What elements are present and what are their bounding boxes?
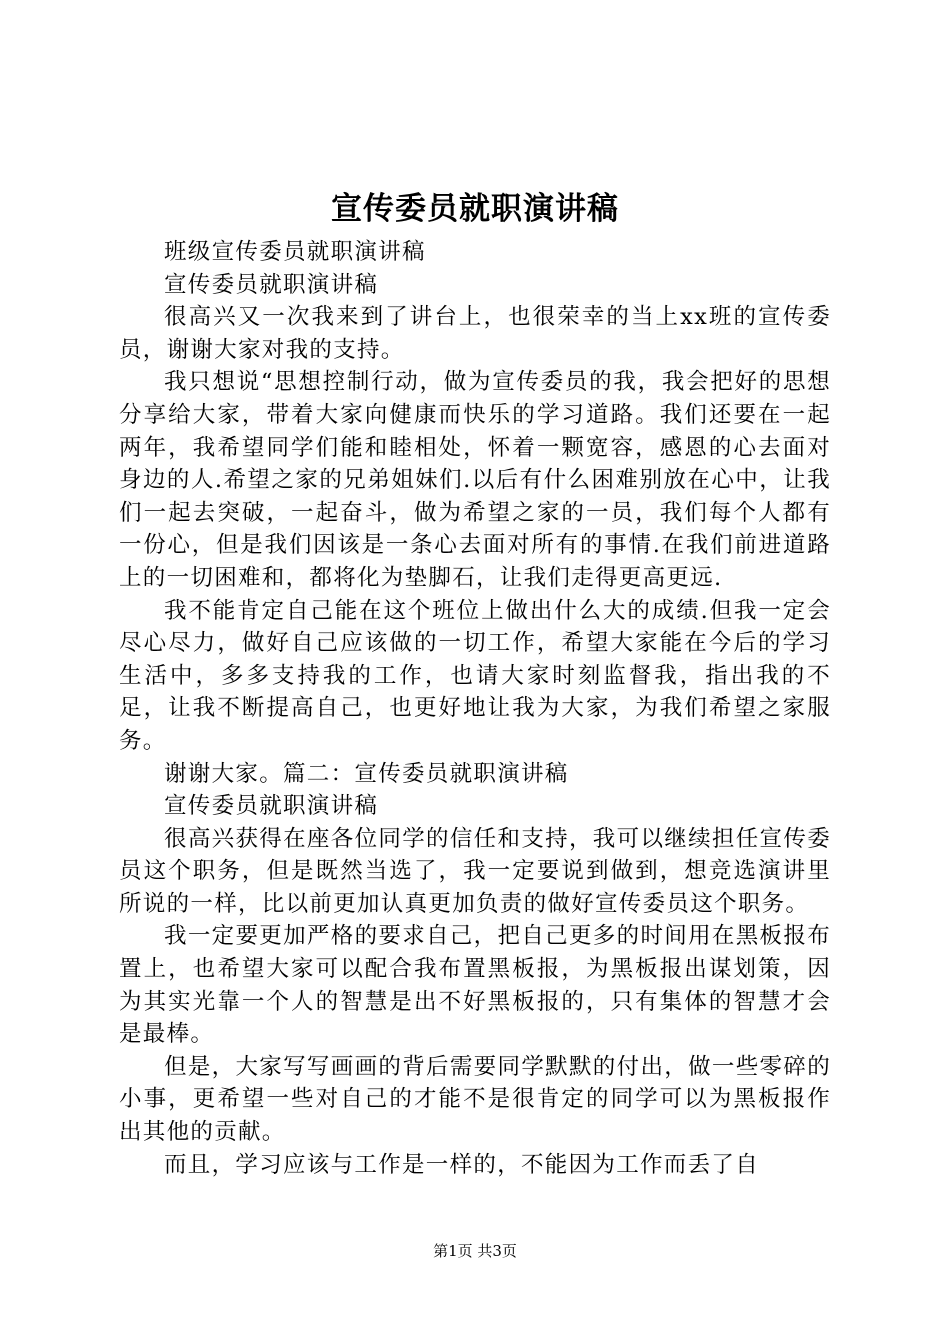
paragraph: 而且，学习应该与工作是一样的，不能因为工作而丢了自: [164, 1151, 760, 1178]
paragraph-heading-1: 宣传委员就职演讲稿: [164, 271, 379, 298]
paragraph: 很高兴又一次我来到了讲台上，也很荣幸的当上xx班的宣传委员，谢谢大家对我的支持。: [119, 304, 831, 363]
paragraph: 很高兴获得在座各位同学的信任和支持，我可以继续担任宣传委员这个职务，但是既然当选了，我一定要说到做到，想竞选演讲里所说的一样，比以前更加认真更加负责的做好宣传委员这个职务。: [119, 825, 831, 917]
paragraph: 我一定要更加严格的要求自己，把自己更多的时间用在黑板报布置上，也希望大家可以配合我布置黑板报，为黑板报出谋划策，因为其实光靠一个人的智慧是出不好黑板报的，只有集体的智慧才会是最棒。: [119, 923, 831, 1048]
paragraph-subtitle: 班级宣传委员就职演讲稿: [164, 239, 426, 265]
document-title: 宣传委员就职演讲稿: [331, 191, 619, 227]
paragraph: 但是，大家写写画画的背后需要同学默默的付出，做一些零碎的小事，更希望一些对自己的才能不是很肯定的同学可以为黑板报作出其他的贡献。: [119, 1053, 831, 1146]
page-footer: 第1页 共3页: [433, 1242, 517, 1260]
paragraph: 我不能肯定自己能在这个班位上做出什么大的成绩.但我一定会尽心尽力，做好自己应该做的一切工作，希望大家能在今后的学习生活中，多多支持我的工作，也请大家时刻监督我，指出我的不足，让我不断提高自己，也更好地让我为大家，为我们希望之家服务。: [119, 597, 831, 754]
paragraph: 我只想说“思想控制行动，做为宣传委员的我，我会把好的思想分享给大家，带着大家向健康而快乐的学习道路。我们还要在一起两年，我希望同学们能和睦相处，怀着一颗宽容，感恩的心去面对身边的人.希望之家的兄弟姐妹们.以后有什么困难别放在心中，让我们一起去突破，一起奋斗，做为希望之家的一员，我们每个人都有一份心，但是我们因该是一条心去面对所有的事情.在我们前进道路上的一切困难和，都将化为垫脚石，让我们走得更高更远.: [119, 369, 831, 591]
paragraph: 谢谢大家。篇二：宣传委员就职演讲稿: [164, 760, 569, 787]
paragraph-heading-2: 宣传委员就职演讲稿: [164, 793, 379, 820]
document-body: [119, 236, 831, 1181]
